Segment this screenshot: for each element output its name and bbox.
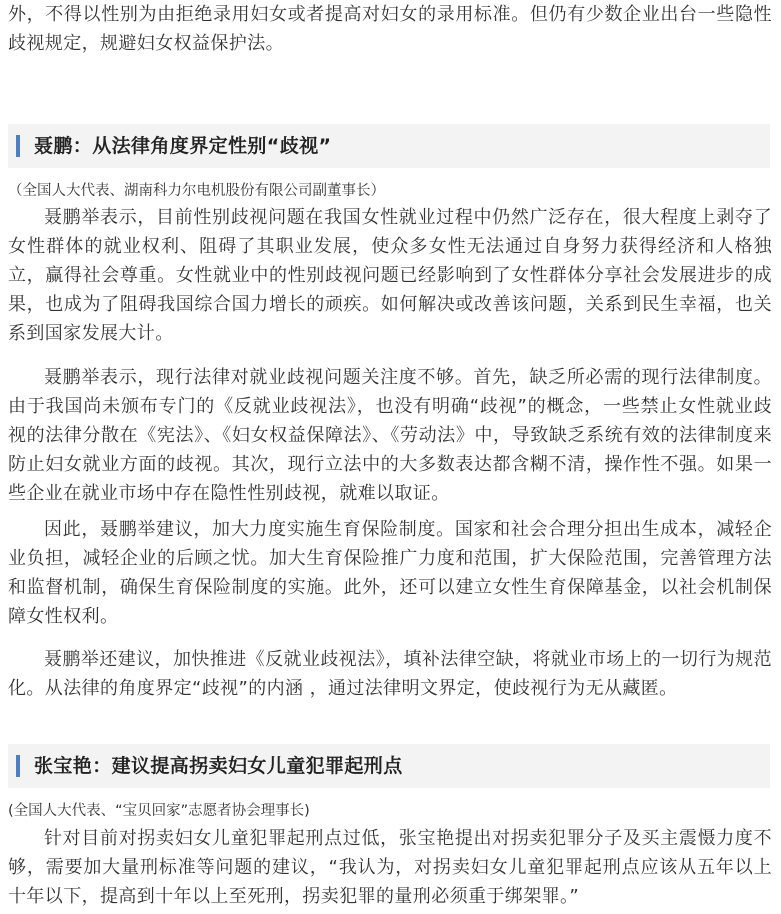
section-heading-nie-peng xyxy=(8,124,770,168)
section-title: 聂鹏：从法律角度界定性别“歧视” xyxy=(34,135,332,157)
section-heading-zhang-baoyan xyxy=(8,744,770,788)
section-paragraph: 针对目前对拐卖妇女儿童犯罪起刑点过低，张宝艳提出对拐卖犯罪分子及买主震慑力度不够，需要加大量刑标准等问题的建议，“我认为，对拐卖妇女儿童犯罪起刑点应该从五年以上十年以下，提高到十年以上至死刑，拐卖犯罪的量刑必须重于绑架罪。” xyxy=(8,828,772,907)
section-paragraph: 聂鹏举还建议，加快推进《反就业歧视法》，填补法律空缺，将就业市场上的一切行为规范化。从法律的角度界定“歧视”的内涵 ，通过法律明文界定，使歧视行为无从藏匿。 xyxy=(8,649,772,699)
section-affiliation: （全国人大代表、湖南科力尔电机股份有限公司副董事长） xyxy=(8,183,385,199)
section-paragraph: 聂鹏举表示，目前性别歧视问题在我国女性就业过程中仍然广泛存在，很大程度上剥夺了女性群体的就业权利、阻碍了其职业发展，使众多女性无法通过自身努力获得经济和人格独立，赢得社会尊重。女性就业中的性别歧视问题已经影响到了女性群体分享社会发展进步的成果，也成为了阻碍我国综合国力增长的顽疾。如何解决或改善该问题，关系到民生幸福，也关系到国家发展大计。 xyxy=(8,207,772,344)
intro-paragraph: 外，不得以性别为由拒绝录用妇女或者提高对妇女的录用标准。但仍有少数企业出台一些隐性歧视规定，规避妇女权益保护法。 xyxy=(8,4,772,54)
section-title: 张宝艳：建议提高拐卖妇女儿童犯罪起刑点 xyxy=(34,755,403,777)
section-affiliation: (全国人大代表、“宝贝回家”志愿者协会理事长) xyxy=(8,803,310,819)
heading-accent-bar xyxy=(16,135,20,157)
section-paragraph: 因此，聂鹏举建议，加大力度实施生育保险制度。国家和社会合理分担出生成本，减轻企业负担，减轻企业的后顾之忧。加大生育保险推广力度和范围，扩大保险范围，完善管理方法和监督机制，确保生育保险制度的实施。此外，还可以建立女性生育保障基金，以社会机制保障女性权利。 xyxy=(8,519,772,627)
section-paragraph: 聂鹏举表示，现行法律对就业歧视问题关注度不够。首先，缺乏所必需的现行法律制度。由于我国尚未颁布专门的《反就业歧视法》，也没有明确“歧视”的概念，一些禁止女性就业歧视的法律分散在《宪法》、《妇女权益保障法》、《劳动法》中，导致缺乏系统有效的法律制度来防止妇女就业方面的歧视。其次，现行立法中的大多数表达都含糊不清，操作性不强。如果一些企业在就业市场中存在隐性性别歧视，就难以取证。 xyxy=(8,367,772,504)
heading-accent-bar xyxy=(16,755,20,777)
